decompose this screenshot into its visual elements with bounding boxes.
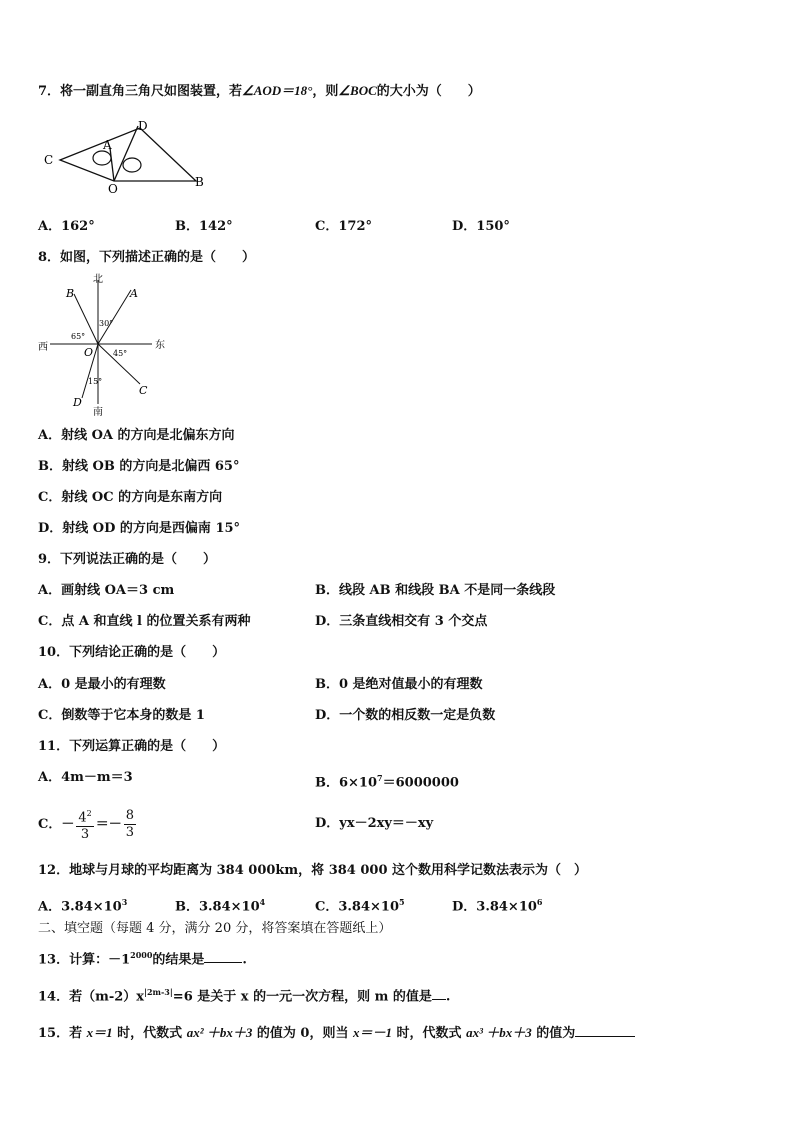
q13-tail: 的结果是 [152,952,205,968]
q12-option-a-base: A．3.84×10 [38,899,122,915]
q12-option-d[interactable] [452,893,543,916]
q9-stem: 9．下列说法正确的是（ ） [38,552,217,567]
q11-option-d[interactable]: D．yx－2xy＝－xy [315,816,434,831]
q12-option-d-exp: 6 [536,897,543,907]
q15-part-c: 的值为 0，则当 [252,1026,353,1041]
q7-label-b: B [195,175,204,189]
q13-answer-blank[interactable] [204,962,242,963]
q12-option-c-base: C．3.84×10 [315,899,399,915]
q8-option-b[interactable]: B．射线 OB 的方向是北偏西 65° [38,459,240,474]
q8-label-east: 东 [155,340,165,351]
q8-label-d: D [73,396,82,409]
q11-option-a[interactable]: A．4m－m＝3 [38,770,133,785]
q15-expr1: ax² ＋bx＋3 [186,1025,253,1040]
q7-label-a: A [103,138,112,152]
q8-figure [36,270,176,418]
q11-option-b[interactable] [315,769,459,792]
q11-option-c-eq: ＝－ [95,816,122,832]
q11-frac2-num: 8 [125,808,135,824]
q7-triangle-cob [60,128,196,181]
q14-base: 14．若（m-2）x [38,989,145,1005]
q12-option-b-exp: 4 [259,897,266,907]
q13-stem: 13．计算：$-1^{2000}$的结果是 . [38,950,247,968]
q12-option-a-exp: 3 [121,897,128,907]
q7-angle-aod: ∠AOD＝18° [242,83,313,98]
q15-part-e: 的值为 [531,1026,576,1041]
q11-stem: 11．下列运算正确的是（ ） [38,739,226,754]
q11-frac1-exp: 2 [86,809,92,818]
q15-cond1: x＝1 [86,1025,113,1040]
q8-angle-30: 30° [99,319,114,328]
q8-option-a[interactable]: A．射线 OA 的方向是北偏东方向 [38,428,235,443]
q7-option-d[interactable]: D．150° [452,219,510,234]
q12-option-a[interactable] [38,893,127,916]
q8-angle-15: 15° [88,377,103,386]
q7-label-o: O [108,182,118,196]
q7-figure [40,118,215,198]
q15-part-a: 15．若 [38,1026,87,1041]
q8-label-north: 北 [93,274,103,285]
q7-option-b[interactable]: B．142° [175,219,233,234]
q11-option-b-base: B．6×10 [315,775,378,791]
q11-option-b-exp: 7 [377,773,383,783]
q12-option-c-exp: 5 [399,897,405,907]
q9-option-b[interactable]: B．线段 AB 和线段 BA 不是同一条线段 [315,583,556,598]
q8-option-c[interactable]: C．射线 OC 的方向是东南方向 [38,490,223,505]
q13-exp: 2000 [130,950,153,960]
q11-option-c-minus: － [61,816,75,832]
q8-label-west: 西 [38,342,48,353]
q9-option-d[interactable]: D．三条直线相交有 3 个交点 [315,614,488,629]
q14-stem: 14．若$(m-2)x^{|2m-3|}=6$ 是关于 x 的一元一次方程，则 m 的值是 . [38,987,451,1005]
q7-label-d: D [138,119,148,133]
q14-exp: |2m-3| [144,987,173,997]
q12-option-b-base: B．3.84×10 [175,899,260,915]
q8-label-c: C [139,384,148,397]
q7-stem-part2: ，则 [312,84,339,99]
q15-stem [38,1024,635,1043]
q9-option-a[interactable]: A．画射线 OA＝3 cm [38,583,175,598]
q8-label-south: 南 [93,407,103,418]
q15-part-d: 时，代数式 [392,1026,467,1041]
q10-stem: 10．下列结论正确的是（ ） [38,645,226,660]
q7-angle-boc: ∠BOC [338,83,377,98]
q8-label-b: B [66,287,75,300]
q12-option-d-base: D．3.84×10 [452,899,537,915]
q7-option-c[interactable]: C．172° [315,219,372,234]
q11-frac2-den: 3 [125,825,135,841]
q11-option-c-frac1 [76,806,93,843]
q12-option-c[interactable] [315,893,405,916]
q8-option-d[interactable]: D．射线 OD 的方向是西偏南 15° [38,521,241,536]
q10-option-a[interactable]: A．0 是最小的有理数 [38,677,166,692]
q15-cond2: x＝－1 [352,1025,392,1040]
q8-label-a: A [130,287,138,300]
q7-label-c: C [44,153,54,167]
q11-frac1-num: 4 [78,810,87,826]
q7-hole-left [93,151,111,165]
q10-option-b[interactable]: B．0 是绝对值最小的有理数 [315,677,483,692]
q14-answer-blank[interactable] [432,999,446,1000]
q12-stem: 12．地球与月球的平均距离为 384 000km，将 384 000 这个数用科学记数法表示为（ ） [38,863,588,878]
q8-angle-65: 65° [71,332,86,341]
q13-base: 13．计算：－1 [38,952,131,968]
q7-hole-right [123,158,141,172]
q10-option-c[interactable]: C．倒数等于它本身的数是 1 [38,708,205,723]
q15-expr2: ax³ ＋bx＋3 [466,1025,532,1040]
q11-option-c-label: C． [38,816,62,832]
q11-frac1-den: 3 [80,827,90,843]
q12-option-b[interactable] [175,893,265,916]
q15-answer-blank[interactable] [575,1036,635,1037]
q7-stem-part1: 7．将一副直角三角尺如图装置，若 [38,84,243,99]
section-2-heading: 二、填空题（每题 4 分，满分 20 分，将答案填在答题纸上） [38,921,392,936]
q10-option-d[interactable]: D．一个数的相反数一定是负数 [315,708,496,723]
q14-tail: =6 是关于 x 的一元一次方程，则 m 的值是 [172,989,432,1005]
q8-angle-45: 45° [113,349,128,358]
q7-option-a[interactable]: A．162° [38,219,95,234]
q11-option-c[interactable] [38,806,138,843]
q8-ray-oa [98,290,131,344]
q7-stem [38,82,481,101]
q8-label-o: O [84,346,94,359]
q7-line-oa [110,148,114,181]
q15-part-b: 时，代数式 [112,1026,187,1041]
q8-stem: 8．如图，下列描述正确的是（ ） [38,250,256,265]
q11-option-c-frac2 [124,808,136,841]
q9-option-c[interactable]: C．点 A 和直线 l 的位置关系有两种 [38,614,251,629]
q7-stem-part3: 的大小为（ ） [376,84,481,99]
q11-option-b-tail: ＝6000000 [382,775,459,791]
